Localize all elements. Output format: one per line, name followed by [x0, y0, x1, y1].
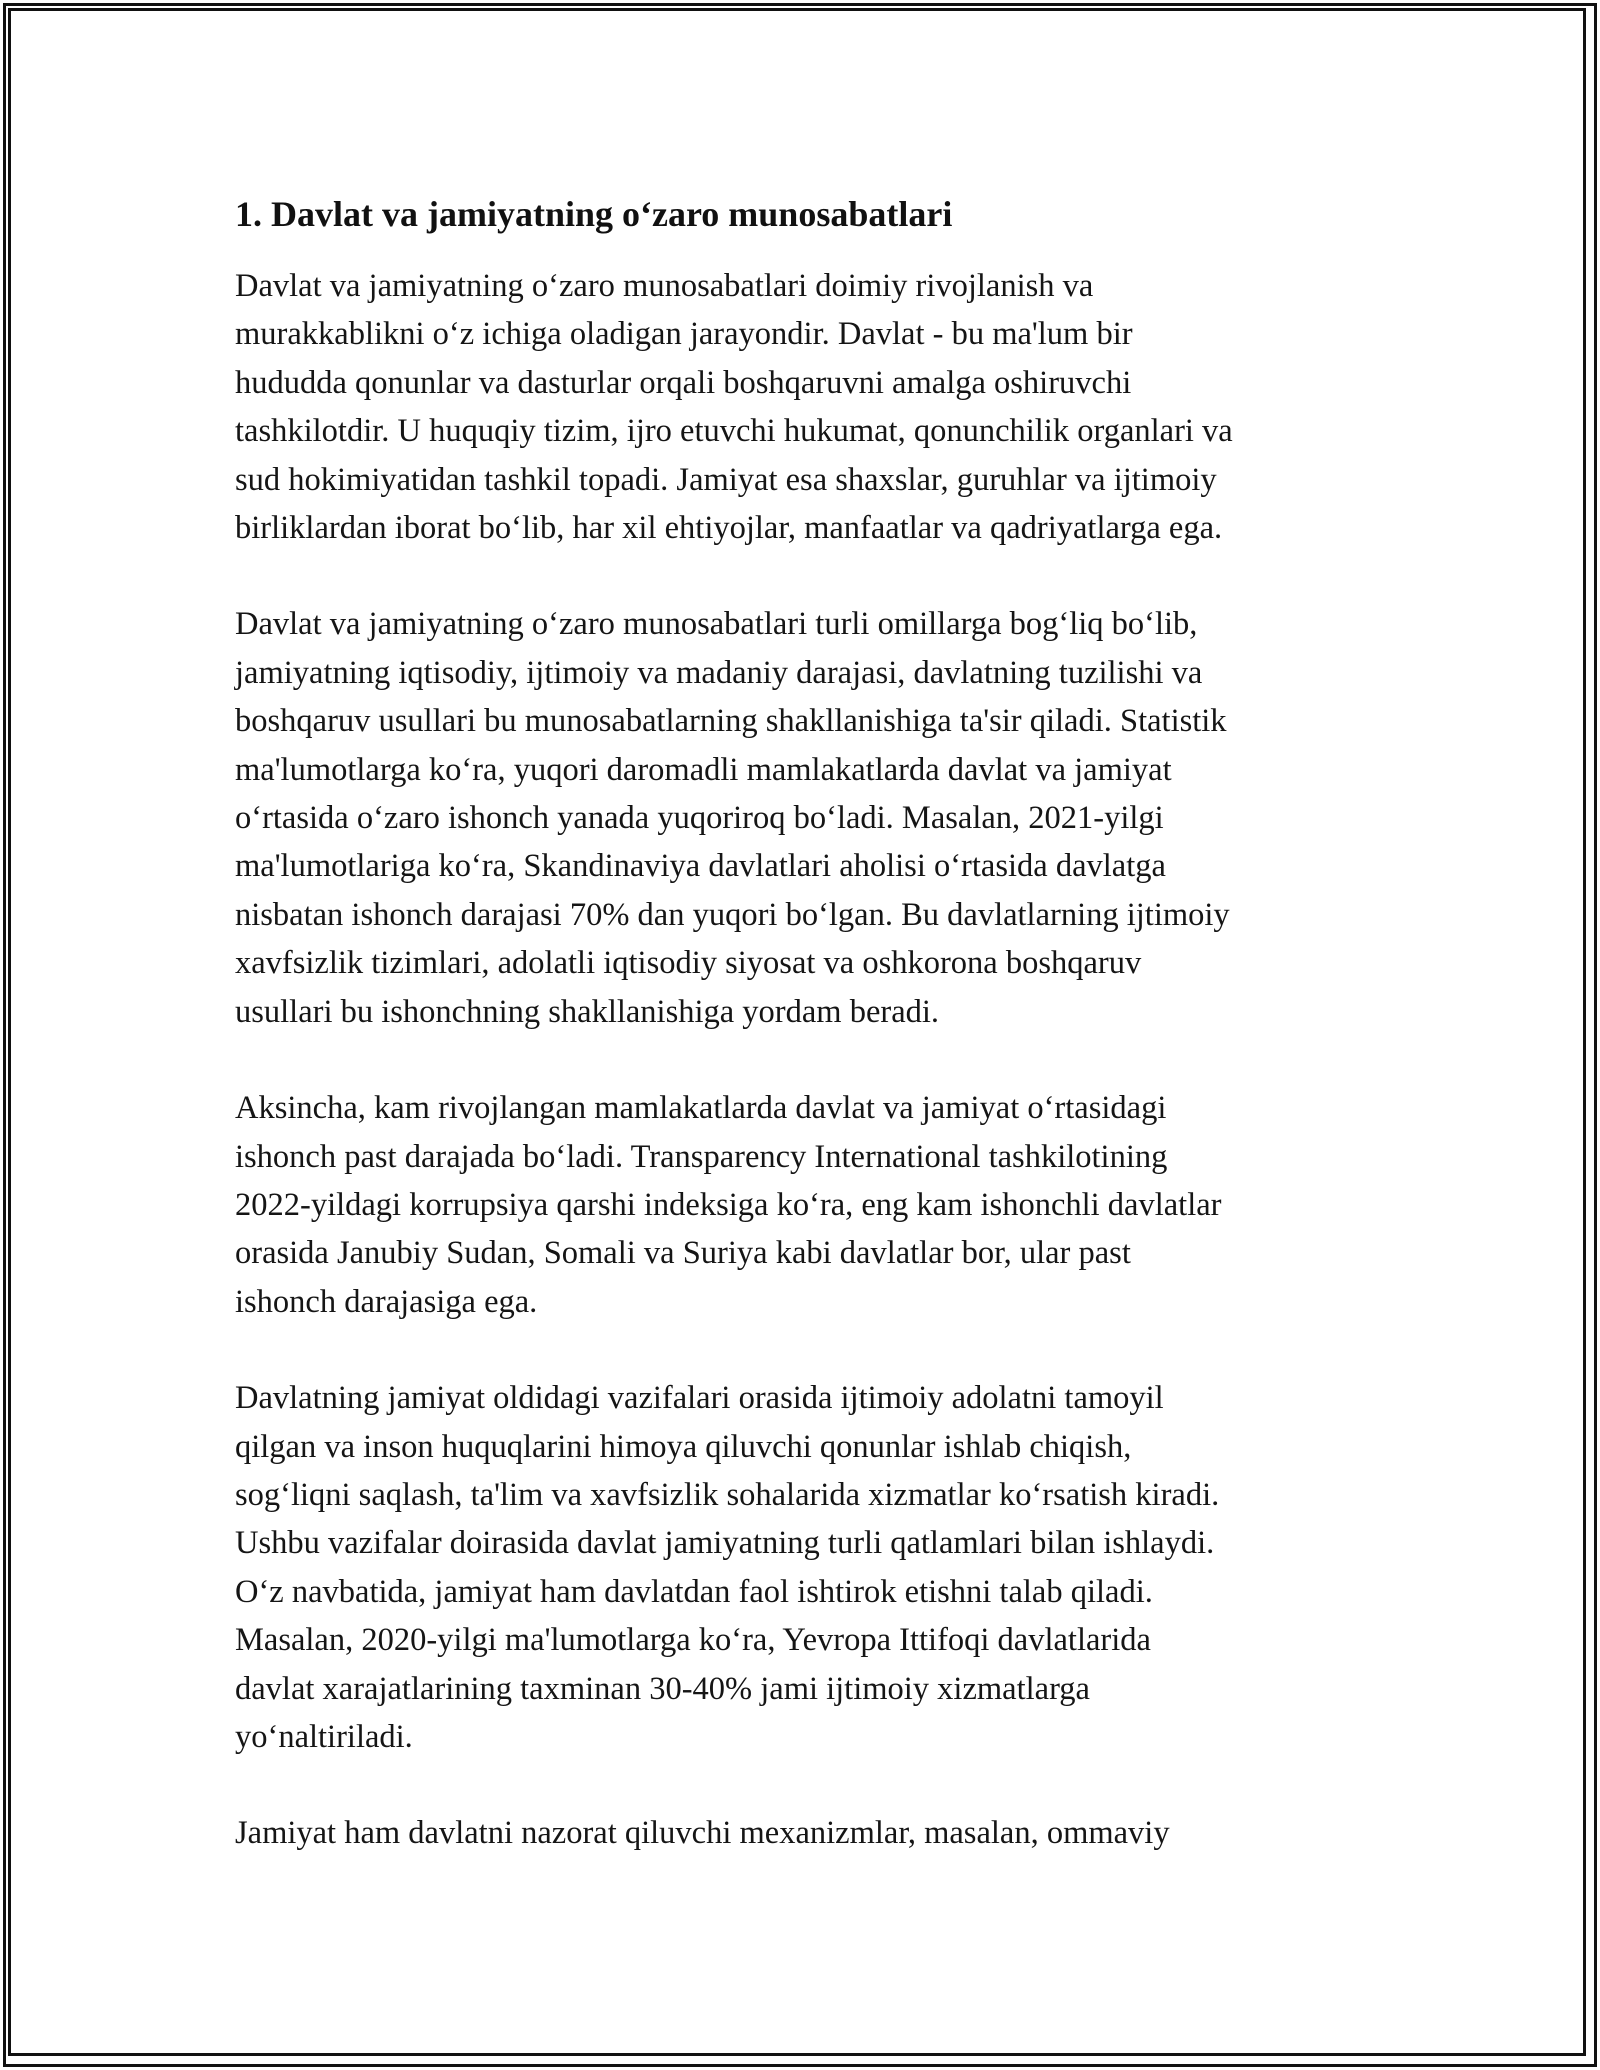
text-line: sud hokimiyatidan tashkil topadi. Jamiyat esa shaxslar, guruhlar va ijtimoiy [235, 461, 1217, 498]
text-line: sog‘liqni saqlash, ta'lim va xavfsizlik sohalarida xizmatlar ko‘rsatish kiradi. [235, 1476, 1220, 1513]
text-line: o‘rtasida o‘zaro ishonch yanada yuqoriroq bo‘ladi. Masalan, 2021-yilgi [235, 800, 1164, 837]
text-line: Davlat va jamiyatning o‘zaro munosabatlari doimiy rivojlanish va [235, 268, 1094, 304]
paragraph-3 [235, 1084, 1370, 1326]
text-line: jamiyatning iqtisodiy, ijtimoiy va madaniy darajasi, davlatning tuzilishi va [235, 654, 1203, 691]
paragraph-2 [235, 600, 1370, 1036]
text-line: davlat xarajatlarining taxminan 30-40% jami ijtimoiy xizmatlarga [235, 1670, 1090, 1707]
text-line: nisbatan ishonch darajasi 70% dan yuqori bo‘lgan. Bu davlatlarning ijtimoiy [235, 896, 1230, 933]
text-line: Masalan, 2020-yilgi ma'lumotlarga ko‘ra, Yevropa Ittifoqi davlatlarida [235, 1622, 1151, 1659]
paragraph-5 [235, 1809, 1370, 1857]
text-line: hududda qonunlar va dasturlar orqali boshqaruvni amalga oshiruvchi [235, 364, 1132, 401]
text-line: orasida Janubiy Sudan, Somali va Suriya kabi davlatlar bor, ular past [235, 1235, 1131, 1272]
document-body [235, 190, 1370, 1906]
text-line: tashkilotdir. U huquqiy tizim, ijro etuvchi hukumat, qonunchilik organlari va [235, 413, 1233, 450]
text-line: qilgan va inson huquqlarini himoya qiluvchi qonunlar ishlab chiqish, [235, 1428, 1132, 1465]
text-line: murakkablikni o‘z ichiga oladigan jarayondir. Davlat - bu ma'lum bir [235, 316, 1133, 353]
text-line: usullari bu ishonchning shakllanishiga yordam beradi. [235, 993, 940, 1030]
paragraph-4 [235, 1374, 1370, 1761]
paragraph-1 [235, 262, 1370, 552]
text-line: Jamiyat ham davlatni nazorat qiluvchi mexanizmlar, masalan, ommaviy [235, 1815, 1170, 1852]
text-line: yo‘naltiriladi. [235, 1718, 413, 1755]
text-line: ma'lumotlariga ko‘ra, Skandinaviya davlatlari aholisi o‘rtasida davlatga [235, 848, 1166, 885]
section-heading: 1. Davlat va jamiyatning o‘zaro munosabatlari [235, 194, 953, 234]
text-line: Ushbu vazifalar doirasida davlat jamiyatning turli qatlamlari bilan ishlaydi. [235, 1525, 1215, 1562]
text-line: birliklardan iborat bo‘lib, har xil ehtiyojlar, manfaatlar va qadriyatlarga ega. [235, 510, 1223, 547]
text-line: 2022-yildagi korrupsiya qarshi indeksiga ko‘ra, eng kam ishonchli davlatlar [235, 1186, 1222, 1223]
text-line: boshqaruv usullari bu munosabatlarning shakllanishiga ta'sir qiladi. Statistik [235, 703, 1227, 740]
text-line: xavfsizlik tizimlari, adolatli iqtisodiy siyosat va oshkorona boshqaruv [235, 945, 1142, 982]
text-line: Aksincha, kam rivojlangan mamlakatlarda davlat va jamiyat o‘rtasidagi [235, 1090, 1167, 1127]
text-line: O‘z navbatida, jamiyat ham davlatdan faol ishtirok etishni talab qiladi. [235, 1573, 1153, 1610]
text-line: Davlat va jamiyatning o‘zaro munosabatlari turli omillarga bog‘liq bo‘lib, [235, 606, 1198, 643]
text-line: Davlatning jamiyat oldidagi vazifalari orasida ijtimoiy adolatni tamoyil [235, 1380, 1164, 1417]
text-line: ishonch darajasiga ega. [235, 1283, 538, 1320]
text-line: ma'lumotlarga ko‘ra, yuqori daromadli mamlakatlarda davlat va jamiyat [235, 751, 1172, 788]
text-line: ishonch past darajada bo‘ladi. Transparency International tashkilotining [235, 1138, 1168, 1175]
